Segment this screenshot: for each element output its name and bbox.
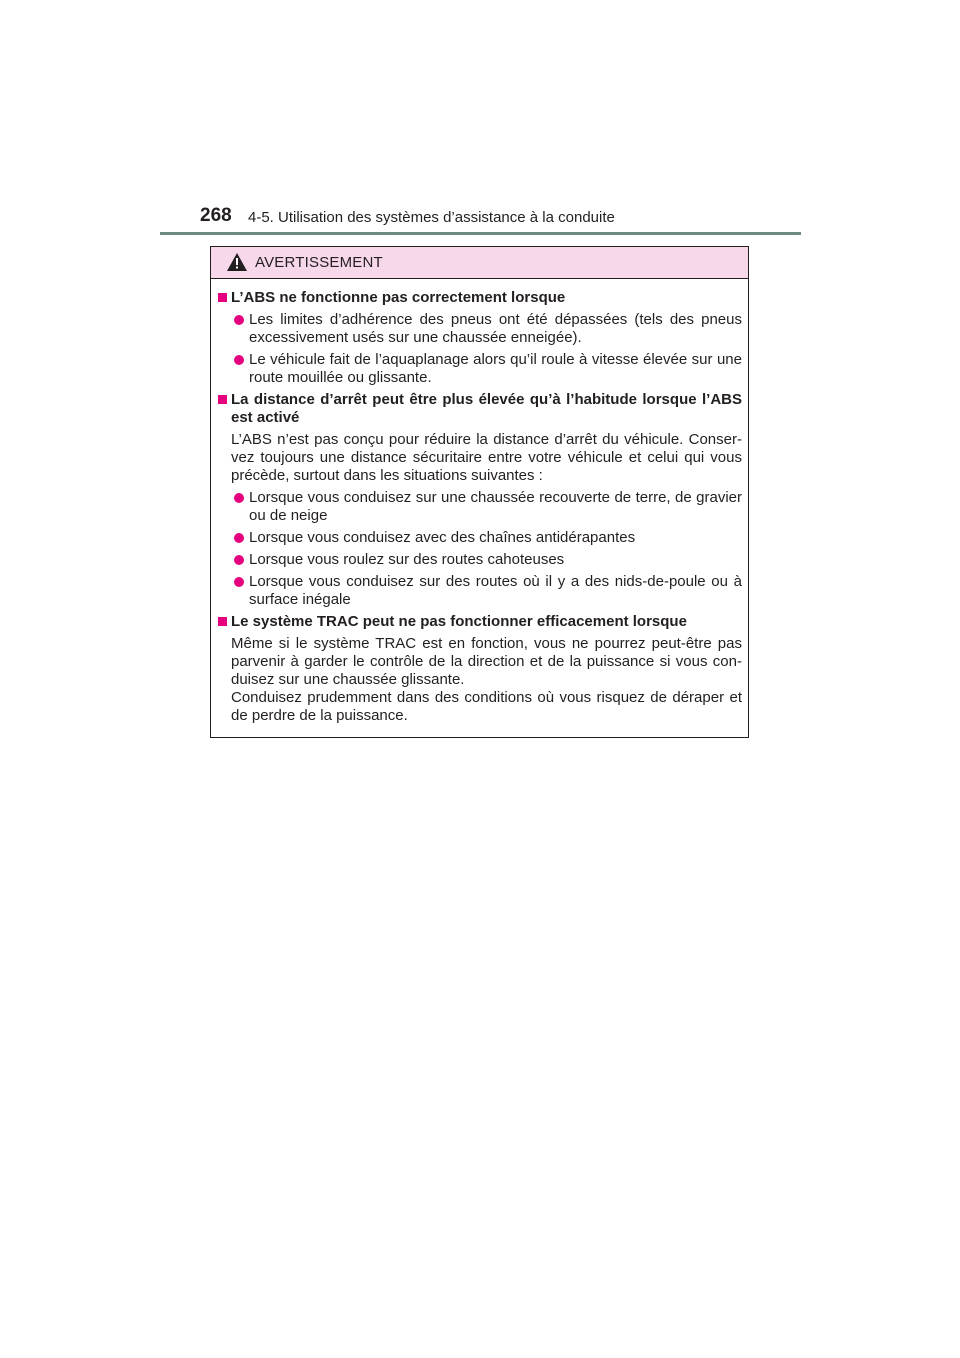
- paragraph: L’ABS n’est pas conçu pour réduire la distance d’arrêt du véhicule. Conser- vez toujours une distance sécuritaire entre votre véhicule et celui qui vous précède, surtout dans les situations suivantes :: [231, 431, 742, 484]
- warning-header: [211, 247, 748, 279]
- round-bullet-icon: [234, 555, 244, 565]
- round-bullet-icon: [234, 577, 244, 587]
- section-heading: La distance d’arrêt peut être plus élevée qu’à l’habitude lorsque l’ABS est activé: [218, 391, 742, 427]
- section-heading: L’ABS ne fonctionne pas correctement lorsque: [218, 289, 742, 307]
- round-bullet-icon: [234, 493, 244, 503]
- warning-box: [210, 246, 749, 738]
- warning-body: [211, 279, 748, 725]
- round-bullet-icon: [234, 355, 244, 365]
- page-number: 268: [200, 205, 232, 226]
- square-bullet-icon: [218, 395, 227, 404]
- list-item: Lorsque vous conduisez sur des routes où il y a des nids-de-poule ou à surface inégale: [218, 573, 742, 609]
- paragraph: Conduisez prudemment dans des conditions où vous risquez de déraper et de perdre de la puissance.: [231, 689, 742, 724]
- section-heading: Le système TRAC peut ne pas fonctionner efficacement lorsque: [218, 613, 742, 631]
- round-bullet-icon: [234, 315, 244, 325]
- round-bullet-icon: [234, 533, 244, 543]
- list-item: Les limites d’adhérence des pneus ont été dépassées (tels des pneus excessivement usés sur une chaussée enneigée).: [218, 311, 742, 347]
- header-divider: [160, 232, 801, 235]
- page-header: [200, 205, 820, 229]
- square-bullet-icon: [218, 617, 227, 626]
- list-item: Lorsque vous conduisez sur une chaussée recouverte de terre, de gravier ou de neige: [218, 489, 742, 525]
- warning-title: AVERTISSEMENT: [255, 254, 383, 271]
- list-item: Lorsque vous conduisez avec des chaînes antidérapantes: [218, 529, 742, 547]
- warning-triangle-icon: [227, 253, 247, 271]
- list-item: Lorsque vous roulez sur des routes cahoteuses: [218, 551, 742, 569]
- list-item: Le véhicule fait de l’aquaplanage alors qu’il roule à vitesse élevée sur une route mouillée ou glissante.: [218, 351, 742, 387]
- square-bullet-icon: [218, 293, 227, 302]
- paragraph: Même si le système TRAC est en fonction, vous ne pourrez peut-être pas parvenir à garder le contrôle de la direction et de la puissance si vous con- duisez sur une chaussée glissante.: [231, 635, 742, 688]
- section-title: 4-5. Utilisation des systèmes d’assistance à la conduite: [248, 209, 615, 226]
